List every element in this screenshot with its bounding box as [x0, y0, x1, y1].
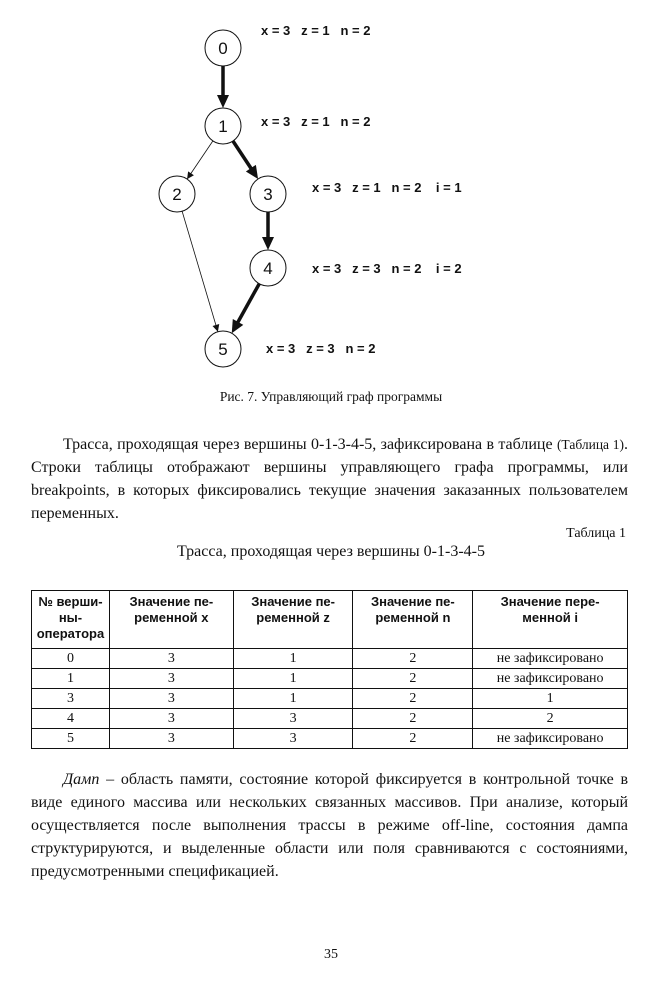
- control-flow-graph: [0, 0, 662, 380]
- cell-i: не зафиксировано: [473, 649, 628, 669]
- paragraph-trace-text-a: Трасса, проходящая через вершины 0-1-3-4-5, зафиксирована в таблице: [63, 436, 557, 453]
- cell-x: 3: [109, 689, 233, 709]
- node-annotation-5: x = 3 z = 3 n = 2: [266, 341, 376, 356]
- header-variable-z: Значение пе- ременной z: [233, 591, 353, 649]
- node-annotation-3: x = 3 z = 1 n = 2 i = 1: [312, 180, 462, 195]
- node-label-5: 5: [218, 340, 228, 359]
- cell-z: 1: [233, 669, 353, 689]
- cell-z: 3: [233, 709, 353, 729]
- paragraph-dump: [31, 768, 628, 883]
- node-label-0: 0: [218, 39, 228, 58]
- table-row: [32, 709, 628, 729]
- table-row: [32, 669, 628, 689]
- cell-x: 3: [109, 669, 233, 689]
- cell-x: 3: [109, 709, 233, 729]
- cell-n: 2: [353, 649, 473, 669]
- cell-x: 3: [109, 649, 233, 669]
- paragraph-trace-text-b: . Строки таблицы отображают вершины управляющего графа программы, или breakpoints, в которых фиксировались текущие значения заказанных пользователем переменных.: [31, 436, 628, 522]
- header-variable-x: Значение пе- ременной x: [109, 591, 233, 649]
- cell-x: 3: [109, 729, 233, 749]
- paragraph-dump-text: – область памяти, состояние которой фиксируется в контрольной точке в виде единого массива или нескольких связанных массивов. При анализе, который осуществляется после выполнения трассы в режиме off-line, состояния дампа структурируются, и выделенные области или поля сравниваются с состояниями, предусмотренными спецификацией.: [31, 771, 628, 880]
- cell-n: 2: [353, 709, 473, 729]
- cell-n: 2: [353, 729, 473, 749]
- cell-node: 3: [32, 689, 110, 709]
- node-label-3: 3: [263, 185, 273, 204]
- arrowhead-2-5: [213, 324, 220, 332]
- cell-node: 4: [32, 709, 110, 729]
- header-variable-i: Значение пере- менной i: [473, 591, 628, 649]
- paragraph-trace: [31, 433, 628, 525]
- header-variable-n: Значение пе- ременной n: [353, 591, 473, 649]
- cell-node: 5: [32, 729, 110, 749]
- header-node-number: № верши- ны- оператора: [32, 591, 110, 649]
- table-header-row: [32, 591, 628, 649]
- cell-n: 2: [353, 689, 473, 709]
- trace-table: [31, 590, 628, 749]
- cell-i: 2: [473, 709, 628, 729]
- cell-i: 1: [473, 689, 628, 709]
- edge-2-5: [182, 211, 218, 331]
- node-label-4: 4: [263, 259, 273, 278]
- cell-z: 1: [233, 649, 353, 669]
- table-reference: (Таблица 1): [556, 437, 624, 452]
- cell-i: не зафиксировано: [473, 729, 628, 749]
- cell-i: не зафиксировано: [473, 669, 628, 689]
- cell-node: 1: [32, 669, 110, 689]
- table-row: [32, 729, 628, 749]
- arrowhead-3-4: [262, 237, 274, 250]
- dump-term: Дамп: [63, 771, 100, 788]
- cell-n: 2: [353, 669, 473, 689]
- node-label-2: 2: [172, 185, 182, 204]
- page-number: 35: [324, 947, 338, 962]
- node-label-1: 1: [218, 117, 228, 136]
- edge-4-5: [235, 284, 260, 328]
- cell-node: 0: [32, 649, 110, 669]
- arrowhead-0-1: [217, 95, 229, 108]
- table-title: Трасса, проходящая через вершины 0-1-3-4-5: [177, 543, 485, 560]
- node-annotation-4: x = 3 z = 3 n = 2 i = 2: [312, 261, 462, 276]
- cell-z: 1: [233, 689, 353, 709]
- table-label: Таблица 1: [566, 526, 626, 541]
- node-annotation-1: x = 3 z = 1 n = 2: [261, 114, 371, 129]
- table-row: [32, 689, 628, 709]
- arrowhead-1-2: [187, 171, 194, 179]
- table-row: [32, 649, 628, 669]
- cell-z: 3: [233, 729, 353, 749]
- node-annotation-0: x = 3 z = 1 n = 2: [261, 23, 371, 38]
- figure-caption: Рис. 7. Управляющий граф программы: [219, 389, 443, 404]
